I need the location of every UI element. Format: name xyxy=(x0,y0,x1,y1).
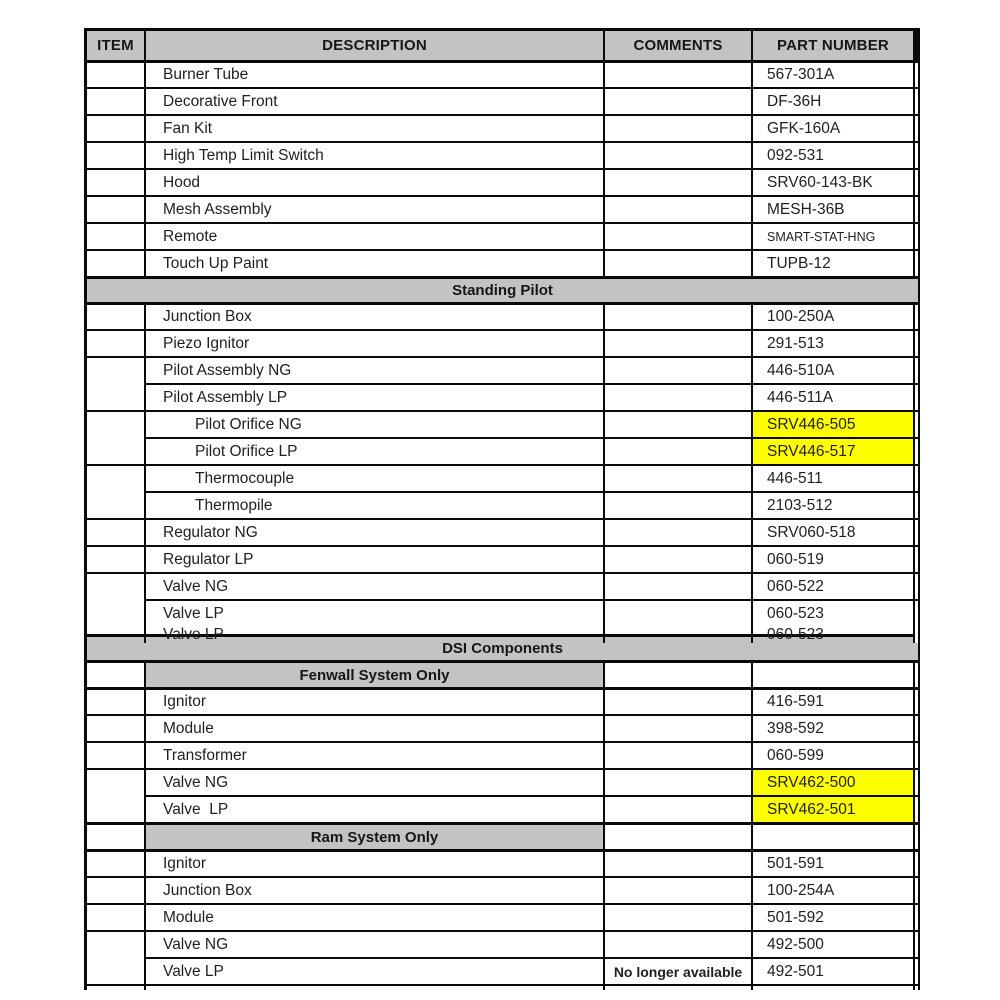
item-cell xyxy=(87,545,146,572)
description-cell-text: Ignitor xyxy=(163,693,207,710)
comments-cell xyxy=(605,464,753,491)
comments-cell xyxy=(605,87,753,114)
item-cell xyxy=(87,168,146,195)
partial-cut-row xyxy=(87,984,920,990)
item-cell xyxy=(87,822,146,849)
clipped-column-sliver xyxy=(915,545,920,572)
comments-cell xyxy=(605,356,753,383)
comments-cell xyxy=(605,222,753,249)
item-cell xyxy=(87,930,146,957)
clipped-column-sliver xyxy=(915,660,920,687)
table-row xyxy=(87,302,920,329)
table-row xyxy=(87,903,920,930)
clipped-column-sliver xyxy=(915,464,920,491)
part-number-cell-text: TUPB-12 xyxy=(767,254,831,272)
description-cell-text: High Temp Limit Switch xyxy=(163,146,324,164)
description-cell xyxy=(146,302,605,329)
clipped-column-sliver xyxy=(915,249,920,276)
part-number-cell xyxy=(753,87,915,114)
part-number-cell xyxy=(753,903,915,930)
table-row xyxy=(87,930,920,957)
comments-cell xyxy=(605,195,753,222)
item-cell xyxy=(87,714,146,741)
part-number-cell xyxy=(753,329,915,356)
item-cell xyxy=(87,383,146,410)
description-cell-text: Valve NG xyxy=(163,773,229,791)
description-cell xyxy=(146,930,605,957)
description-cell xyxy=(146,518,605,545)
description-cell-text: Module xyxy=(163,719,214,737)
description-cell-text: Pilot Orifice NG xyxy=(195,415,302,433)
table-row xyxy=(87,572,920,599)
table-row xyxy=(87,599,920,626)
table-row xyxy=(87,356,920,383)
parts-table xyxy=(84,28,920,990)
part-number-cell-text: 100-254A xyxy=(767,881,835,899)
description-cell-text: Decorative Front xyxy=(163,92,278,110)
item-cell xyxy=(87,795,146,822)
description-cell-text: Ignitor xyxy=(163,855,207,872)
clipped-column-sliver xyxy=(915,599,920,626)
description-cell-text: Pilot Assembly NG xyxy=(163,361,292,379)
description-cell-text: Module xyxy=(163,908,214,926)
description-cell xyxy=(146,114,605,141)
clipped-column-sliver xyxy=(915,302,920,329)
item-cell xyxy=(87,356,146,383)
clipped-column-sliver xyxy=(915,822,920,849)
comments-cell xyxy=(605,687,753,714)
item-cell xyxy=(87,768,146,795)
table-row xyxy=(87,464,920,491)
part-number-cell-text: 446-511A xyxy=(767,388,834,406)
part-number-cell xyxy=(753,249,915,276)
table-row xyxy=(87,795,920,822)
part-number-cell xyxy=(753,60,915,87)
part-number-cell-text: 060-599 xyxy=(767,746,824,764)
description-cell-text: Remote xyxy=(163,227,218,245)
subsection-band-label-text: Ram System Only xyxy=(310,828,439,846)
comments-cell xyxy=(605,599,753,626)
subsection-band-label-text: Fenwall System Only xyxy=(299,666,450,684)
description-cell xyxy=(146,491,605,518)
clipped-column-sliver xyxy=(915,849,920,876)
comments-cell xyxy=(605,518,753,545)
description-cell xyxy=(146,437,605,464)
comments-cell xyxy=(605,60,753,87)
table-row xyxy=(87,383,920,410)
part-number-cell xyxy=(753,876,915,903)
part-number-cell-text: SRV462-500 xyxy=(767,773,856,791)
item-cell xyxy=(87,410,146,437)
item-cell xyxy=(87,599,146,626)
description-cell xyxy=(146,957,605,984)
description-cell-text: Hood xyxy=(163,173,201,191)
part-number-cell xyxy=(753,437,915,464)
description-cell-text: Valve NG xyxy=(163,577,229,595)
clipped-column-sliver xyxy=(915,741,920,768)
part-number-cell xyxy=(753,572,915,599)
clipped-column-sliver xyxy=(915,903,920,930)
item-cell xyxy=(87,903,146,930)
part-number-cell-text: 501-591 xyxy=(767,855,824,872)
description-cell xyxy=(146,410,605,437)
part-number-cell-text: SRV446-517 xyxy=(767,442,856,460)
description-cell-text: Valve LP xyxy=(163,604,224,622)
comments-cell xyxy=(605,302,753,329)
part-number-cell xyxy=(753,741,915,768)
clipped-column-sliver xyxy=(915,491,920,518)
section-band-label: DSI Components xyxy=(442,640,563,657)
table-row xyxy=(87,491,920,518)
description-cell-text: Junction Box xyxy=(163,881,252,899)
table-row xyxy=(87,168,920,195)
part-number-cell-text: SRV446-505 xyxy=(767,415,856,433)
clipped-column-sliver xyxy=(915,87,920,114)
description-cell xyxy=(146,87,605,114)
description-cell-text: Piezo Ignitor xyxy=(163,334,250,352)
clipped-column-sliver xyxy=(915,60,920,87)
part-number-cell xyxy=(753,795,915,822)
description-cell xyxy=(146,329,605,356)
clipped-column-sliver xyxy=(915,930,920,957)
clipped-column-sliver xyxy=(915,114,920,141)
comments-cell xyxy=(605,249,753,276)
partial-desc-cell xyxy=(146,984,605,990)
item-cell xyxy=(87,957,146,984)
clipped-column-sliver xyxy=(915,383,920,410)
clipped-column-sliver xyxy=(915,195,920,222)
description-cell xyxy=(146,222,605,249)
part-number-cell xyxy=(753,410,915,437)
description-cell-text: Transformer xyxy=(163,746,247,764)
part-number-cell-text: 100-250A xyxy=(767,308,835,325)
item-cell xyxy=(87,141,146,168)
clipped-column-sliver xyxy=(915,572,920,599)
part-number-cell xyxy=(753,114,915,141)
part-number-cell xyxy=(753,957,915,984)
part-number-cell-text: SMART-STAT-HNG xyxy=(767,229,876,244)
description-cell xyxy=(146,687,605,714)
description-cell xyxy=(146,356,605,383)
table-row xyxy=(87,114,920,141)
header-cell-item: ITEM xyxy=(87,31,146,60)
part-number-cell-text: 446-511 xyxy=(767,469,823,487)
part-number-cell-text: 492-501 xyxy=(767,962,824,980)
description-cell-text: Valve LP xyxy=(163,800,229,818)
description-cell-text: Burner Tube xyxy=(163,66,249,83)
table-row xyxy=(87,60,920,87)
item-cell xyxy=(87,741,146,768)
description-cell-text: Valve LP xyxy=(163,962,224,980)
description-cell xyxy=(146,195,605,222)
description-cell xyxy=(146,714,605,741)
item-cell xyxy=(87,302,146,329)
clipped-column-sliver xyxy=(915,795,920,822)
partial-comments-cell xyxy=(605,984,753,990)
comments-cell xyxy=(605,626,753,643)
part-number-cell-text: 567-301A xyxy=(767,66,835,83)
part-number-cell xyxy=(753,222,915,249)
item-cell xyxy=(87,114,146,141)
comments-cell xyxy=(605,660,753,687)
header-cell-description: DESCRIPTION xyxy=(146,31,605,60)
description-cell xyxy=(146,768,605,795)
part-number-cell xyxy=(753,168,915,195)
section-band xyxy=(87,276,920,302)
description-cell xyxy=(146,876,605,903)
part-number-cell xyxy=(753,714,915,741)
part-number-cell-text: 501-592 xyxy=(767,908,824,926)
description-cell-text: Thermopile xyxy=(195,496,273,514)
comments-cell xyxy=(605,410,753,437)
table-row xyxy=(87,141,920,168)
comments-cell xyxy=(605,437,753,464)
part-number-cell-text: 291-513 xyxy=(767,334,824,352)
comments-cell xyxy=(605,141,753,168)
description-cell xyxy=(146,795,605,822)
subsection-band-label xyxy=(146,822,605,849)
comments-cell xyxy=(605,714,753,741)
description-cell xyxy=(146,249,605,276)
table-row xyxy=(87,249,920,276)
description-cell xyxy=(146,572,605,599)
part-number-cell-text: 060-519 xyxy=(767,550,824,568)
part-number-cell xyxy=(753,768,915,795)
item-cell xyxy=(87,195,146,222)
item-cell xyxy=(87,876,146,903)
part-number-cell xyxy=(753,195,915,222)
part-number-cell xyxy=(753,141,915,168)
part-number-cell-text: 416-591 xyxy=(767,693,824,710)
description-cell-text: Regulator NG xyxy=(163,523,258,541)
part-number-cell-text: 398-592 xyxy=(767,719,824,737)
partial-item-cell xyxy=(87,984,146,990)
part-number-cell xyxy=(753,383,915,410)
part-number-cell xyxy=(753,356,915,383)
table-header-row xyxy=(87,31,920,60)
description-cell xyxy=(146,464,605,491)
table-row xyxy=(87,545,920,572)
subsection-band-row xyxy=(87,660,920,687)
clipped-column-sliver xyxy=(915,714,920,741)
header-cell-part-number: PART NUMBER xyxy=(753,31,915,60)
subsection-band-label xyxy=(146,660,605,687)
header-cell-comments: COMMENTS xyxy=(605,31,753,60)
clipped-column-sliver xyxy=(915,768,920,795)
part-number-cell xyxy=(753,822,915,849)
table-row xyxy=(87,849,920,876)
comments-cell xyxy=(605,329,753,356)
table-row xyxy=(87,957,920,984)
part-number-cell-text: GFK-160A xyxy=(767,119,841,137)
item-cell xyxy=(87,329,146,356)
item-cell xyxy=(87,222,146,249)
part-number-cell-text: 060-523 xyxy=(767,626,824,643)
description-cell-text: Pilot Orifice LP xyxy=(195,442,298,460)
clipped-column-sliver xyxy=(915,141,920,168)
part-number-cell xyxy=(753,849,915,876)
item-cell xyxy=(87,60,146,87)
clipped-column-sliver xyxy=(915,356,920,383)
description-cell-text: Mesh Assembly xyxy=(163,200,272,218)
comments-cell xyxy=(605,849,753,876)
comments-cell xyxy=(605,822,753,849)
description-cell xyxy=(146,903,605,930)
section-band-label: Standing Pilot xyxy=(452,282,553,299)
comments-cell-text: No longer available xyxy=(613,963,743,980)
description-cell-text: Valve NG xyxy=(163,935,229,953)
clipped-column-sliver xyxy=(915,222,920,249)
description-cell xyxy=(146,383,605,410)
part-number-cell-text: 060-523 xyxy=(767,604,824,622)
clipped-column-sliver xyxy=(915,876,920,903)
part-number-cell xyxy=(753,626,915,643)
description-cell-text: Pilot Assembly LP xyxy=(163,388,288,406)
table-row xyxy=(87,195,920,222)
description-cell xyxy=(146,599,605,626)
spliced-cutoff-row xyxy=(87,626,920,643)
description-cell xyxy=(146,60,605,87)
description-cell-text: Valve LP xyxy=(163,626,224,643)
description-cell xyxy=(146,141,605,168)
description-cell-text: Fan Kit xyxy=(163,119,213,137)
item-cell xyxy=(87,518,146,545)
description-cell-text: Regulator LP xyxy=(163,550,254,568)
comments-cell xyxy=(605,741,753,768)
table-row xyxy=(87,876,920,903)
table-row xyxy=(87,687,920,714)
comments-cell xyxy=(605,768,753,795)
item-cell xyxy=(87,249,146,276)
clipped-column-sliver xyxy=(915,168,920,195)
table-row xyxy=(87,87,920,114)
table-row xyxy=(87,518,920,545)
table-row xyxy=(87,714,920,741)
part-number-cell xyxy=(753,464,915,491)
part-number-cell-text: DF-36H xyxy=(767,92,822,110)
part-number-cell xyxy=(753,491,915,518)
item-cell xyxy=(87,660,146,687)
description-cell xyxy=(146,741,605,768)
clipped-column-sliver xyxy=(915,626,920,643)
part-number-cell xyxy=(753,545,915,572)
part-number-cell-text: SRV060-518 xyxy=(767,523,856,541)
description-cell-text: Touch Up Paint xyxy=(163,254,269,272)
comments-cell xyxy=(605,795,753,822)
part-number-cell xyxy=(753,687,915,714)
item-cell xyxy=(87,491,146,518)
partial-sliver xyxy=(915,984,920,990)
item-cell xyxy=(87,849,146,876)
clipped-column-sliver xyxy=(915,687,920,714)
table-body xyxy=(87,60,920,990)
part-number-cell-text: 492-500 xyxy=(767,935,824,953)
description-cell-text: Junction Box xyxy=(163,308,252,325)
comments-cell xyxy=(605,491,753,518)
clipped-column-sliver xyxy=(915,329,920,356)
subsection-band-row xyxy=(87,822,920,849)
comments-cell xyxy=(605,545,753,572)
clipped-column-sliver xyxy=(915,410,920,437)
table-row xyxy=(87,410,920,437)
description-cell xyxy=(146,168,605,195)
part-number-cell xyxy=(753,660,915,687)
part-number-cell-text: SRV60-143-BK xyxy=(767,173,873,191)
table-row xyxy=(87,329,920,356)
part-number-cell xyxy=(753,302,915,329)
part-number-cell-text: 092-531 xyxy=(767,146,824,164)
part-number-cell-text: 060-522 xyxy=(767,577,824,595)
clipped-column-sliver xyxy=(915,957,920,984)
comments-cell xyxy=(605,572,753,599)
item-cell xyxy=(87,687,146,714)
part-number-cell xyxy=(753,599,915,626)
description-cell-text: Thermocouple xyxy=(195,469,295,487)
comments-cell xyxy=(605,903,753,930)
table-row xyxy=(87,741,920,768)
part-number-cell-text: 446-510A xyxy=(767,361,835,379)
item-cell xyxy=(87,626,146,643)
table-row xyxy=(87,768,920,795)
part-number-cell xyxy=(753,518,915,545)
item-cell xyxy=(87,464,146,491)
description-cell xyxy=(146,545,605,572)
part-number-cell-text: SRV462-501 xyxy=(767,800,856,818)
item-cell xyxy=(87,437,146,464)
header-clipped-column-sliver xyxy=(915,31,920,60)
item-cell xyxy=(87,572,146,599)
table-row xyxy=(87,222,920,249)
comments-cell xyxy=(605,168,753,195)
comments-cell xyxy=(605,957,753,984)
part-number-cell xyxy=(753,930,915,957)
clipped-column-sliver xyxy=(915,518,920,545)
partial-part-cell xyxy=(753,984,915,990)
comments-cell xyxy=(605,114,753,141)
part-number-cell-text: MESH-36B xyxy=(767,200,845,218)
clipped-column-sliver xyxy=(915,437,920,464)
part-number-cell-text: 2103-512 xyxy=(767,496,833,514)
comments-cell xyxy=(605,930,753,957)
description-cell xyxy=(146,849,605,876)
comments-cell xyxy=(605,383,753,410)
comments-cell xyxy=(605,876,753,903)
item-cell xyxy=(87,87,146,114)
table-row xyxy=(87,437,920,464)
